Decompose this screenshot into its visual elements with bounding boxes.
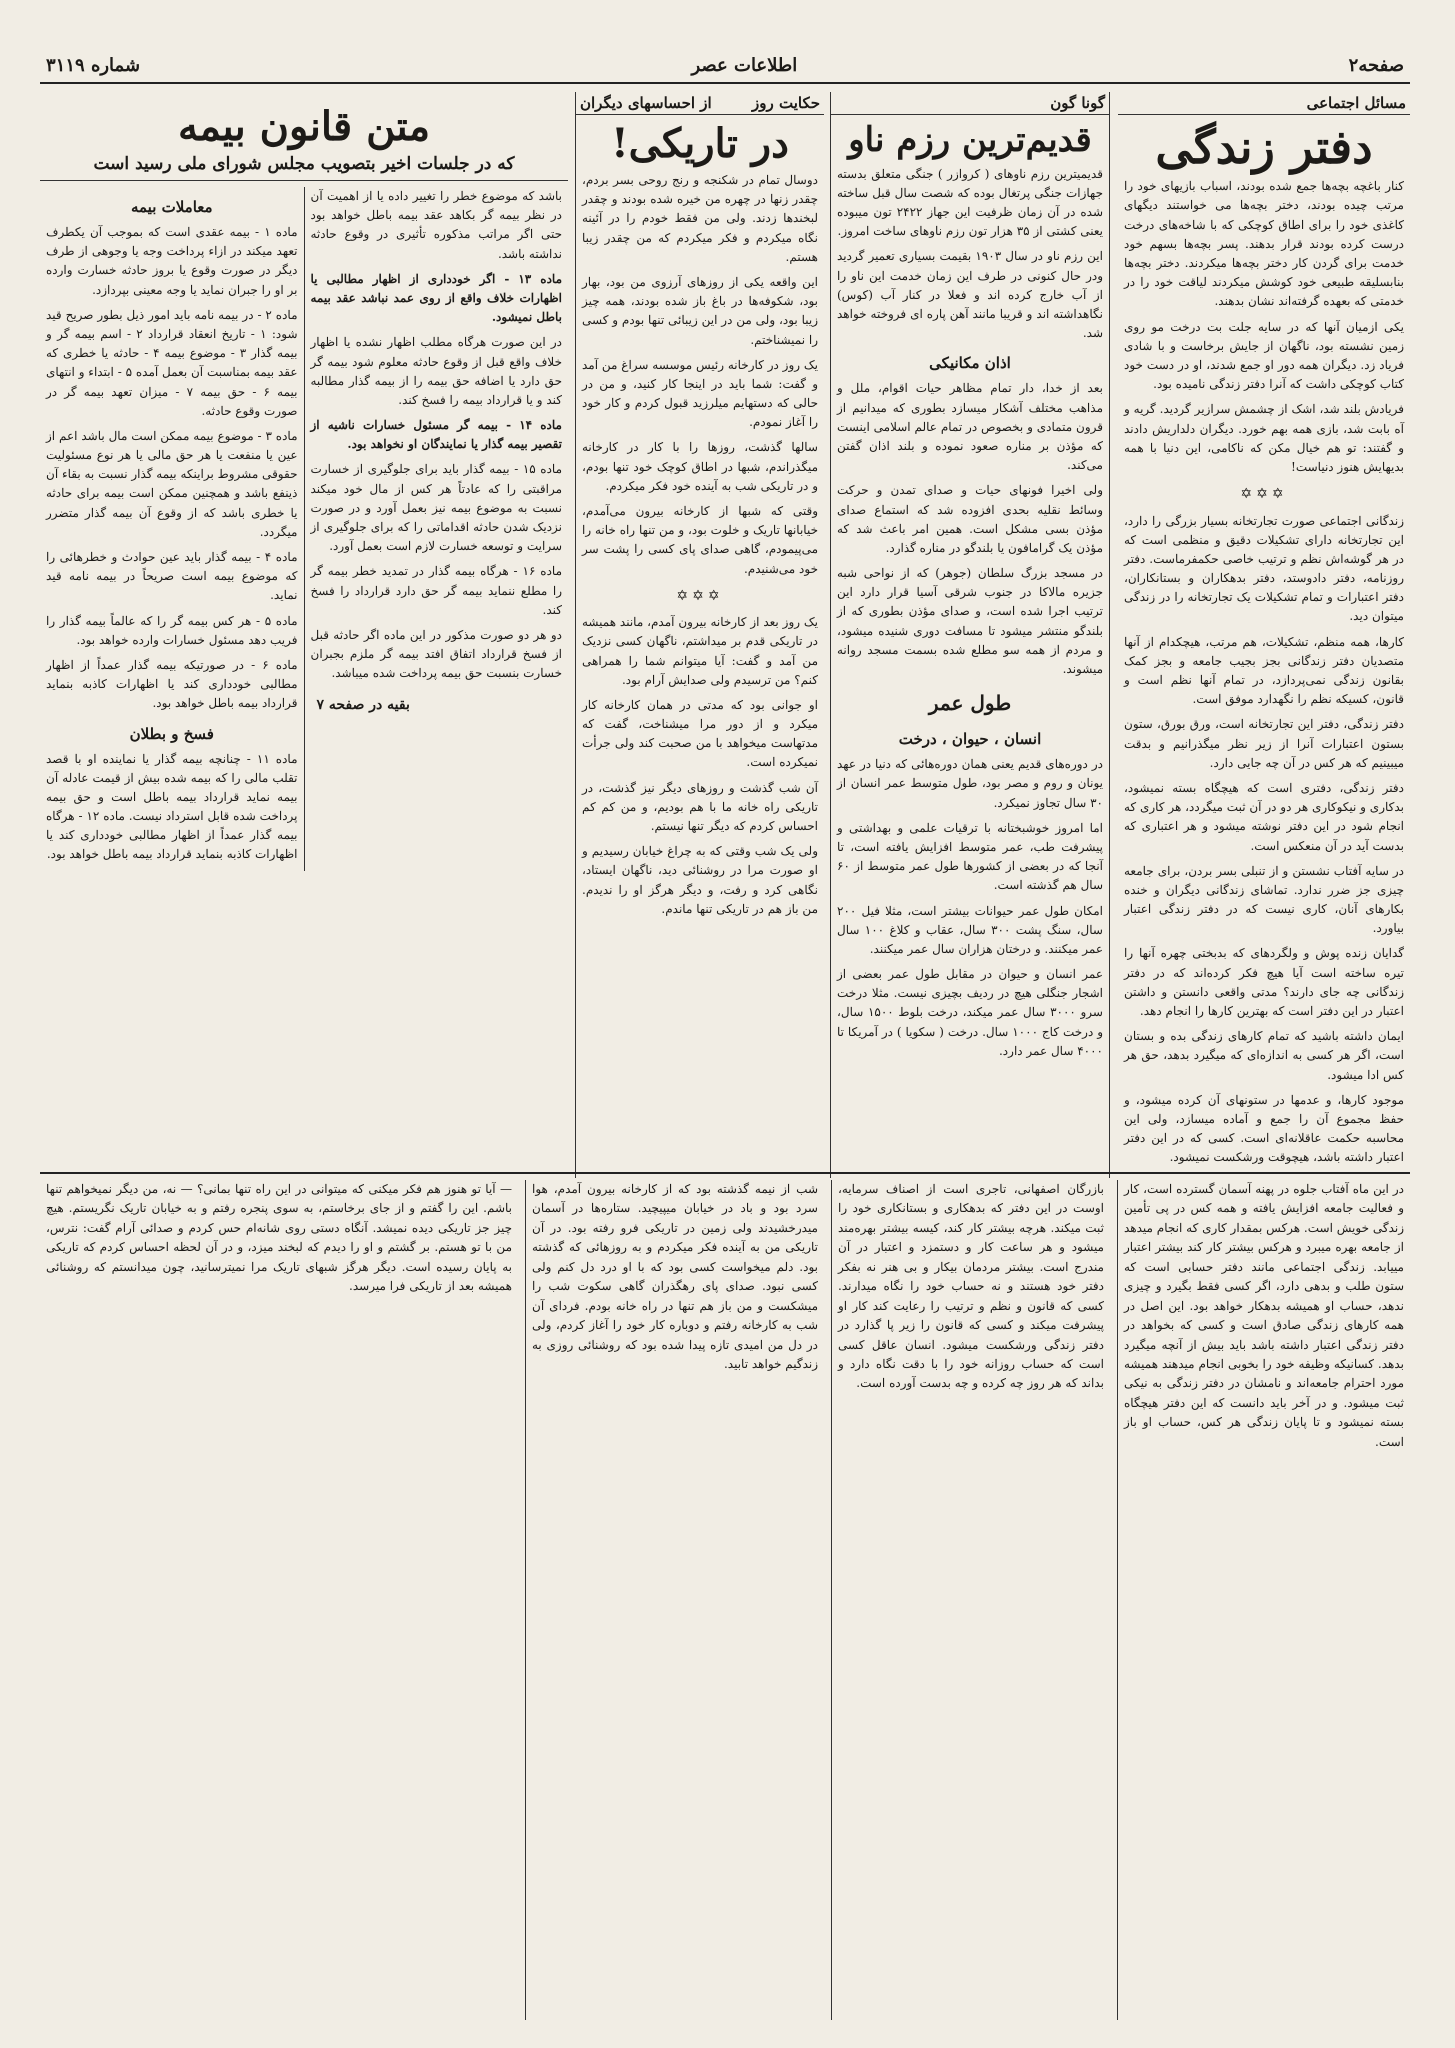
law-article: ماده ۱۶ - هرگاه بیمه گذار در تمدید خطر بیمه گر را مطلع ننماید بیمه گر حق دارد قرارداد را فسخ کند. [310, 564, 562, 617]
paragraph: در دوره‌های قدیم یعنی همان دوره‌هائی که دنیا در عهد یونان و روم و مصر بود، طول متوسط عمر انسان از ۳۰ سال تجاوز نمیکرد. [837, 757, 1103, 810]
column-story [575, 92, 824, 1178]
paragraph: یک روز در کارخانه رئیس موسسه سراغ من آمد و گفت: شما باید در اینجا کار کنید، و من در حالی که دستهایم میلرزید قبول کردم و کار خود را آغاز نمودم. [582, 357, 818, 430]
column-insurance-law [40, 92, 568, 1178]
column-tag: از احساسهای دیگران [580, 94, 712, 112]
section-divider: ✡✡✡ [1240, 486, 1288, 503]
law-article: باشد که موضوع خطر را تغییر داده یا از اهمیت آن در نظر بیمه گر بکاهد عقد بیمه باطل خواهد بود حتی اگر مراتب مذکوره تأثیری در وقوع حادثه نداشته باشد. [310, 189, 562, 261]
section-subtitle: انسان ، حیوان ، درخت [898, 730, 1042, 749]
section-title: طول عمر [928, 691, 1012, 716]
column-life-book [1118, 92, 1410, 1178]
law-article: در این صورت هرگاه مطلب اظهار نشده یا اظهار خلاف واقع قبل از وقوع حادثه معلوم شود بیمه گر حق دارد یا اضافه حق بیمه را از بیمه گذار مطالبه کند و یا قرارداد بیمه را فسخ کند. [310, 335, 562, 407]
lower-text: شب از نیمه گذشته بود که از کارخانه بیرون آمدم، هوا سرد بود و باد در خیابان میپیچید. ستاره‌ها در آسمان میدرخشیدند ولی زمین در تاریکی فرو رفته بود. در آن تاریکی من به آینده فکر میکردم و به روزهائی که گذشته بود. دلم میخواست کسی بود که با او درد دل کنم ولی کسی نبود. صدای پای رهگذران گاهی سکوت شب را میشکست و من باز هم تنها در راه خانه بودم. فردای آن شب به کارخانه رفتم و دوباره کار خود را آغاز کردم، ولی در دل من امیدی تازه پیدا شده بود که روشنائی روزی به زندگیم خواهد تابید. [532, 1182, 818, 1371]
continued-note: بقیه در صفحه ۷ [316, 696, 410, 713]
column-tag: حکایت روز [752, 94, 820, 112]
law-article: ماده ۱۳ - اگر خودداری از اظهار مطالبی یا اظهارات خلاف واقع از روی عمد نباشد عقد بیمه باطل نمیشود. [310, 271, 562, 325]
section-title: فسخ و بطلان [129, 724, 214, 743]
article-body [1118, 177, 1410, 1167]
paragraph: دوسال تمام در شکنجه و رنج روحی بسر بردم، چقدر زنها در چهره من خیره شده بودند و چقدر لبخندها زدند. ولی من فقط خودم را در آئینه نگاه میکردم و فکر میکردم که من چقدر زیبا هستم. [582, 173, 818, 264]
newspaper-page [40, 48, 1410, 2028]
lower-column-2 [831, 1180, 1110, 2020]
section-title: اذان مکانیکی [929, 354, 1011, 373]
law-article: ماده ۱۴ - بیمه گر مسئول خسارات ناشیه از تقصیر بیمه گذار یا نمایندگان او نخواهد بود. [310, 418, 562, 452]
law-column-right [304, 187, 569, 871]
paragraph: وقتی که شبها از کارخانه بیرون می‌آمدم، خیابانها تاریک و خلوت بود، و من تنها راه خانه را می‌پیمودم، گاهی صدای پای کسی را پشت سر خود می‌شنیدم. [582, 504, 818, 576]
lower-column-1 [1117, 1180, 1410, 2020]
page-label: صفحه۲ [1348, 54, 1404, 76]
lower-column-3 [525, 1180, 824, 2020]
lower-text: در این ماه آفتاب جلوه در پهنه آسمان گسترده است، کار و فعالیت جامعه افزایش یافته و همه کس در پی تأمین زندگی خویش است. هرکس بمقدار کاری که انجام میدهد از جامعه بهره میبرد و هرکس بیشتر کار کند بیشتر اعتبار مییابد. زندگی اجتماعی مانند دفتر حسابی است که ستون طلب و بدهی دارد، اگر کسی فقط بگیرد و چیزی ندهد، حساب او همیشه بدهکار خواهد بود. این اصل در همه کارهای زندگی صادق است و کسی که بخواهد در دفتر زندگی اعتبار داشته باشد باید بیش از آنچه میگیرد بدهد. کسانیکه وظیفه خود را بخوبی انجام میدهند همیشه مورد احترام جامعه‌اند و نامشان در دفتر زندگی به نیکی ثبت میشود. و در آخر باید دانست که این دفتر هیچگاه بسته نمیشود و تا پایان زندگی هر کس، حساب او باز است. [1124, 1182, 1404, 1449]
article-body [831, 165, 1109, 1061]
paragraph: ایمان داشته باشید که تمام کارهای زندگی بده و بستان است، اگر هر کسی به اندازه‌ای که میگیرد بدهد، حق هر کس ادا میشود. [1124, 1029, 1404, 1082]
column-tag: مسائل اجتماعی [1118, 92, 1410, 115]
paragraph: سالها گذشت، روزها را با کار در کارخانه میگذراندم، شبها در اطاق کوچک خود تنها بودم، و در تاریکی شب به آینده خود فکر میکردم. [582, 440, 818, 493]
law-article: ماده ۶ - در صورتیکه بیمه گذار عمداً از اظهار مطالبی خودداری کند یا اظهارات کاذبه بنماید قرارداد بیمه باطل خواهد بود. [46, 657, 298, 711]
section-title: معاملات بیمه [130, 198, 213, 216]
section-divider: ✡✡✡ [676, 587, 724, 604]
article-body [576, 171, 824, 919]
paragraph: این رزم ناو در سال ۱۹۰۳ بقیمت بسیاری تعمیر گردید ودر حال کنونی در طرف این زمان خدمت این ناو را از آب خارج کرده اند و فعلا در کنار آب (کوس) نگاهداشته اند و قریبا مانند آهن پاره ای فروخته خواهد شد. [837, 249, 1103, 341]
masthead [40, 48, 1410, 84]
paragraph: در مسجد بزرگ سلطان (جوهر) که از نواحی شبه جزیره مالاکا در جنوب شرقی آسیا قرار دارد این ترتیب اجرا شده است، و صدای مؤذن بطوری که از بلندگو منتشر میشود تا مسافت دوری شنیده میشود، و مردم از همه سو مطلع شده بسمت مسجد روانه میشوند. [837, 566, 1103, 676]
paragraph: عمر انسان و حیوان در مقابل طول عمر بعضی از اشجار جنگلی هیچ در ردیف بچیزی نیست. مثلا درخت سرو ۳۰۰۰ سال عمر میکند، درخت بلوط ۱۵۰۰ سال، و درخت کاج ۱۰۰۰ سال. درخت ( سکویا ) در آمریکا تا ۴۰۰۰ سال عمر دارد. [837, 967, 1103, 1058]
law-article: ماده ۴ - بیمه گذار باید عین حوادث و خطرهائی را که موضوع بیمه است صریحاً در بیمه نامه قید نماید. [46, 550, 298, 603]
paragraph: فریادش بلند شد، اشک از چشمش سرازیر گردید. گریه و آه بابت شد، بازی همه بهم خورد. دیگران دلداریش دادند و گفتند: تو هم خیال مکن که ناکامی، این دنیا با همه بدیهایش هنوز دنیاست! [1124, 402, 1404, 474]
article-subhead: که در جلسات اخیر بتصویب مجلس شورای ملی رسید است [93, 154, 515, 174]
paragraph: آن شب گذشت و روزهای دیگر نیز گذشت، در تاریکی راه خانه ما با هم بودیم، و من کم کم احساس کردم که دیگر تنها نیستم. [582, 780, 818, 834]
paragraph: کارها، همه منظم، تشکیلات، هم مرتب، هیچکدام از آنها متصدیان دفتر زندگانی بجز بجیب جامعه و بجز کمک بقانون زندگی نمی‌پردازد، در تمام آنها نظم است و قانون، کسیکه نظم را نگهدارد موفق است. [1124, 634, 1404, 707]
paragraph: امکان طول عمر حیوانات بیشتر است، مثلا فیل ۲۰۰ سال، سنگ پشت ۳۰۰ سال، عقاب و کلاغ ۱۰۰ سال عمر میکنند. و درختان هزاران سال عمر میکنند. [837, 903, 1103, 956]
paper-name: اطلاعات عصر [691, 54, 798, 76]
law-article: ماده ۳ - موضوع بیمه ممکن است مال باشد اعم از عین یا منفعت یا هر حق مالی یا هر نوع مسئولیت حقوقی مشروط براینکه بیمه گذار نسبت به بقاء آن ذینفع باشد و همچنین ممکن است بیمه برای حادثه یا خطری باشد که از وقوع آن بیمه گذار متضرر میگردد. [46, 428, 298, 539]
law-article: ماده ۵ - هر کس بیمه گر را که عالماً بیمه گذار را فریب دهد مسئول خسارات وارده خواهد بود. [46, 613, 298, 647]
column-misc [830, 92, 1110, 1178]
article-headline: قدیم‌ترین رزم ناو [848, 120, 1092, 160]
paragraph: اما امروز خوشبختانه با ترقیات علمی و بهداشتی و پیشرفت طب، عمر متوسط افزایش یافته است، تا آنجا که در بعضی از کشورها طول عمر متوسط از ۶۰ سال هم گذشته است. [837, 820, 1103, 893]
law-article: دو هر دو صورت مذکور در این ماده اگر حادثه قبل از فسخ قرارداد اتفاق افتد بیمه گر ملزم بجبران خسارت بنسبت حق بیمه پرداخت شده میباشد. [310, 627, 562, 681]
paragraph: او جوانی بود که مدتی در همان کارخانه کار میکرد و از دور مرا میشناخت، گفت که مدتهاست میخواهد با من صحبت کند ولی جرأت نمیکرده است. [582, 697, 818, 770]
law-article: ماده ۱ - بیمه عقدی است که بموجب آن یکطرف تعهد میکند در ازاء پرداخت وجه یا وجوهی از طرف دیگر در صورت وقوع یا بروز حادثه خسارت وارده بر او را جبران نماید یا وجه معینی بپردازد. [46, 225, 298, 297]
paragraph: زندگانی اجتماعی صورت تجارتخانه بسیار بزرگی را دارد، این تجارتخانه دارای تشکیلات دقیق و منظمی است که در هر گوشه‌اش نظم و ترتیب خاصی حکمفرماست. دفتر روزنامه، دفتر دادوستد، دفتر بدهکاران و بستانکاران، دفتر اعتبارات و تمام تشکیلات یک تجارتخانه را در زندگی میتوان دید. [1124, 513, 1404, 624]
issue-label: شماره ۳۱۱۹ [46, 54, 141, 76]
law-column-left [40, 187, 304, 871]
column-tag-row [576, 92, 824, 115]
paragraph: یکی ازمیان آنها که در سایه جلت بت درخت مو روی زمین نشسته بود، ناگهان از جایش برخاست و با شادی فریاد زد. دیگران همه دور او جمع شدند، او در دست خود کتاب کوچکی داشت که آنرا دفتر زندگی نامیده بود. [1124, 319, 1404, 392]
divider [40, 180, 568, 181]
article-headline: متن قانون بیمه [177, 103, 431, 150]
paragraph: یک روز بعد از کارخانه بیرون آمدم، مانند همیشه در تاریکی قدم بر میداشتم، ناگهان کسی نزدیک من آمد و گفت: آیا میتوانم شما را همراهی کنم؟ من ترسیدم ولی صدایش آرام بود. [582, 615, 818, 687]
paragraph: بعد از خدا، دار تمام مظاهر حیات اقوام، ملل و مذاهب مختلف آشکار میسازد بطوری که میدانیم از قرون متمادی و بخصوص در تمام عالم اسلامی اینست که مؤذن بر مناره صعود نموده و بلند اذان گفتن می‌کند. [837, 381, 1103, 473]
law-columns [40, 187, 568, 871]
lower-column-4 [40, 1180, 518, 2020]
law-article: ماده ۱۱ - چنانچه بیمه گذار یا نماینده او با قصد تقلب مالی را که بیمه شده بیش از قیمت عادله آن بیمه نماید قرارداد بیمه باطل است و حق بیمه پرداخت شده قابل استرداد نیست. ماده ۱۲ - هرگاه بیمه گذار عمداً از اظهار مطالبی خودداری کند یا اظهارات کاذبه بنماید قرارداد بیمه باطل خواهد بود. [46, 751, 298, 862]
law-article: ماده ۱۵ - بیمه گذار باید برای جلوگیری از خسارت مراقبتی را که عادتاً هر کس از مال خود میکند نسبت به موضوع بیمه نیز بعمل آورد و در صورت نزدیک شدن حادثه اقداماتی را که برای جلوگیری از سرایت و توسعه خسارت لازم است بعمل آورد. [310, 462, 562, 554]
paragraph: دفتر زندگی، دفتر این تجارتخانه است، ورق بورق، ستون بستون اعتبارات آنرا از زیر نظر میگذرانیم و بدقت میبینیم که هر کس در آن چه جایی دارد. [1124, 717, 1404, 770]
lower-text: — آیا تو هنوز هم فکر میکنی که میتوانی در این راه تنها بمانی؟ — نه، من دیگر نمیخواهم تنها باشم. این را گفتم و از جای برخاستم، به سوی پنجره رفتم و به خیابان تاریک نگریستم. هیچ چیز جز تاریکی دیده نمیشد. آنگاه دستی روی شانه‌ام حس کردم و صدائی آرام گفت: نترس، من با تو هستم. بر گشتم و او را دیدم که لبخند میزد، و در آن لحظه احساس کردم که تاریکی به پایان رسیده است. دیگر هرگز شبهای تاریک مرا نمیترسانید، چون میدانستم که روشنائی همیشه بعد از تاریکی فرا میرسد. [46, 1182, 512, 1294]
paragraph: در سایه آفتاب نشستن و از تنبلی بسر بردن، برای جامعه چیزی جز ضرر ندارد. تماشای زندگانی دیگران و خنده بکارهای آنان، کاری نیست که در دفتر زندگی اعتبار بیاورد. [1124, 863, 1404, 936]
paragraph: کنار باغچه بچه‌ها جمع شده بودند، اسباب بازیهای خود را مرتب چیده بودند، دختر بچه‌ها می خواستند دیگهای کاغذی خود را برای اطاق کوچکی که با شاخه‌های درخت درست کرده بودند قرار بدهند. پسر بچه‌ها بسهم خود خدمت برای گردن کار دختر بچه‌ها میکردند. دختر بچه‌ها بنابسلیقه طبیعی خود کوشش میکردند لیاقت خود را در خدمتی که بعهده گرفته‌اند نشان بدهند. [1124, 179, 1404, 309]
lower-text: بازرگان اصفهانی، تاجری است از اصناف سرمایه، اوست در این دفتر که بدهکاری و بستانکاری خود را ثبت میکند. هرچه بیشتر کار کند، کیسه بیشتر بهره‌مند میشود و هر ساعت کار و دستمزد و اعتبار در آن مندرج است. بیشتر مردمان بیکار و بی هنر نه بفکر دفتر خود هستند و نه حساب خود را نگاه میدارند. کسی که قانون و نظم و ترتیب را رعایت کند کار او پیشرفت میکند و کسی که قانون را زیر پا گذارد در دفتر زندگی ورشکست میشود. انسان عاقل کسی است که حساب روزانه خود را با دقت نگاه دارد و بداند که هر روز چه کرده و چه بدست آورده است. [838, 1182, 1104, 1391]
paragraph: ولی یک شب وقتی که به چراغ خیابان رسیدیم و او صورت مرا در روشنائی دید، ناگهان ایستاد، نگاهی کرد و رفت، و دیگر هرگز او را ندیدم. من باز هم در تاریکی تنها ماندم. [582, 844, 818, 916]
fold-divider [40, 1172, 1410, 1174]
paragraph: دفتر زندگی، دفتری است که هیچگاه بسته نمیشود، بدکاری و نیکوکاری هر دو در آن ثبت میگردد، هر کاری که انجام شود در این دفتر نوشته میشود و هر اعتباری که بدست آید در آن منعکس است. [1124, 780, 1404, 853]
column-tag: گونا گون [831, 92, 1109, 115]
law-article: ماده ۲ - در بیمه نامه باید امور ذیل بطور صریح قید شود: ۱ - تاریخ انعقاد قرارداد ۲ - اسم بیمه گر و بیمه گذار ۳ - موضوع بیمه ۴ - حادثه یا خطری که عقد بیمه بمناسبت آن بعمل آمده ۵ - ابتداء و انتهای بیمه ۶ - حق بیمه ۷ - میزان تعهد بیمه گر در صورت وقوع حادثه. [46, 307, 298, 418]
paragraph: این واقعه یکی از روزهای آرزوی من بود، بهار بود، شکوفه‌ها در باغ باز شده بودند، همه چیز زیبا بود، ولی من در این زیبائی تنها بودم و کسی را نمیشناختم. [582, 274, 818, 347]
paragraph: گدایان زنده پوش و ولگردهای که بدبختی چهره آنها را تیره ساخته است آیا هیچ فکر کرده‌اند که در دفتر زندگانی چه جای دارند؟ مدتی واقعی دانستن و داشتن اعتبار در این دفتر است که بهترین کارها را انجام دهد. [1124, 946, 1404, 1018]
paragraph: موجود کارها، و عدمها در ستونهای آن کرده میشود، و حفظ مجموع آن را جمع و آماده میسازد، ولی این محاسبه حکمت عاقلانه‌ای است. کسی که در این دفتر اعتبار داشته باشد، هیچوقت ورشکست نمیشود. [1124, 1092, 1404, 1165]
paragraph: ولی اخیرا فونهای حیات و صدای تمدن و حرکت وسائط نقلیه بحدی افزوده شد که استماع صدای مؤذن بسی مشکل است. همین امر باعث شد که مؤذن یک گرامافون یا بلندگو در مناره گذارد. [837, 483, 1103, 555]
paragraph: قدیمیترین رزم ناوهای ( کروازر ) جنگی متعلق بدسته جهازات جنگی پرتغال بوده که شصت سال قبل ساخته شده در آن زمان ظرفیت این جهاز ۲۴۲۲ تون میبوده یعنی کشتی از ۳۵ هزار تون رزم ناوهای ساخت امروز. [837, 166, 1104, 239]
article-headline: دفتر زندگی [1155, 120, 1373, 174]
article-headline: در تاریکی! [611, 120, 789, 167]
